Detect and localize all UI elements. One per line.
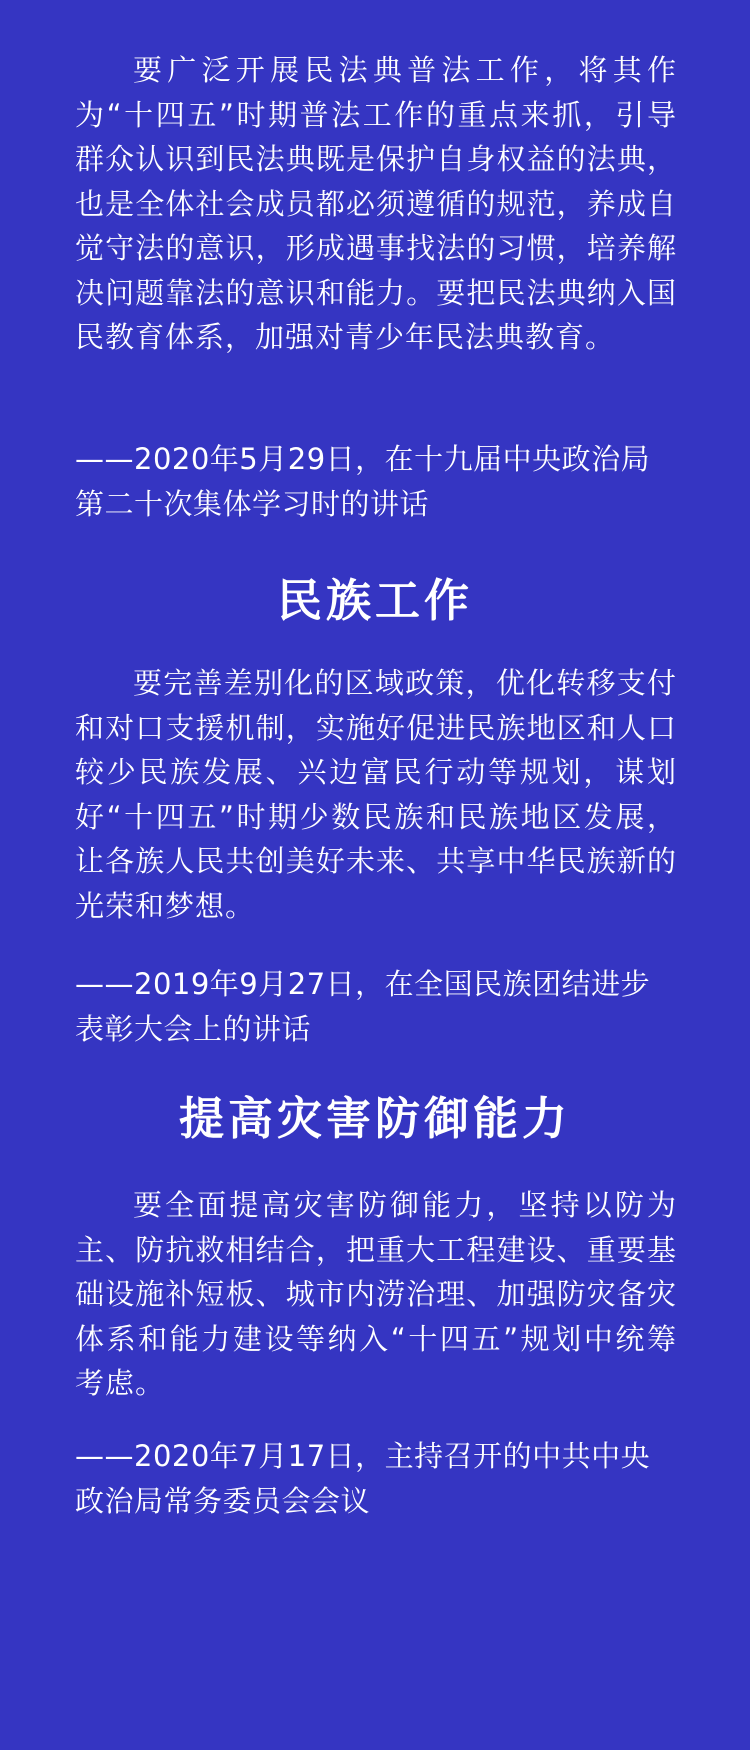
- section-2-source: ——2019年9月27日，在全国民族团结进步表彰大会上的讲话: [75, 967, 651, 1046]
- section-1-source: ——2020年5月29日，在十九届中央政治局第二十次集体学习时的讲话: [75, 442, 651, 521]
- section-3-paragraph: 要全面提高灾害防御能力，坚持以防为主、防抗救相结合，把重大工程建设、重要基础设施补短板、城市内涝治理、加强防灾备灾体系和能力建设等纳入“十四五”规划中统筹考虑。: [75, 1188, 677, 1400]
- section-2-paragraph: 要完善差别化的区域政策，优化转移支付和对口支援机制，实施好促进民族地区和人口较少民族发展、兴边富民行动等规划，谋划好“十四五”时期少数民族和民族地区发展，让各族人民共创美好未来、共享中华民族新的光荣和梦想。: [75, 666, 677, 923]
- section-1-paragraph: 要广泛开展民法典普法工作，将其作为“十四五”时期普法工作的重点来抓，引导群众认识到民法典既是保护自身权益的法典，也是全体社会成员都必须遵循的规范，养成自觉守法的意识，形成遇事找法的习惯，培养解决问题靠法的意识和能力。要把民法典纳入国民教育体系，加强对青少年民法典教育。: [75, 53, 677, 354]
- section-2-heading: 民族工作: [276, 574, 473, 627]
- section-3-heading: 提高灾害防御能力: [178, 1092, 571, 1145]
- section-3-source: ——2020年7月17日，主持召开的中共中央政治局常务委员会会议: [75, 1439, 651, 1518]
